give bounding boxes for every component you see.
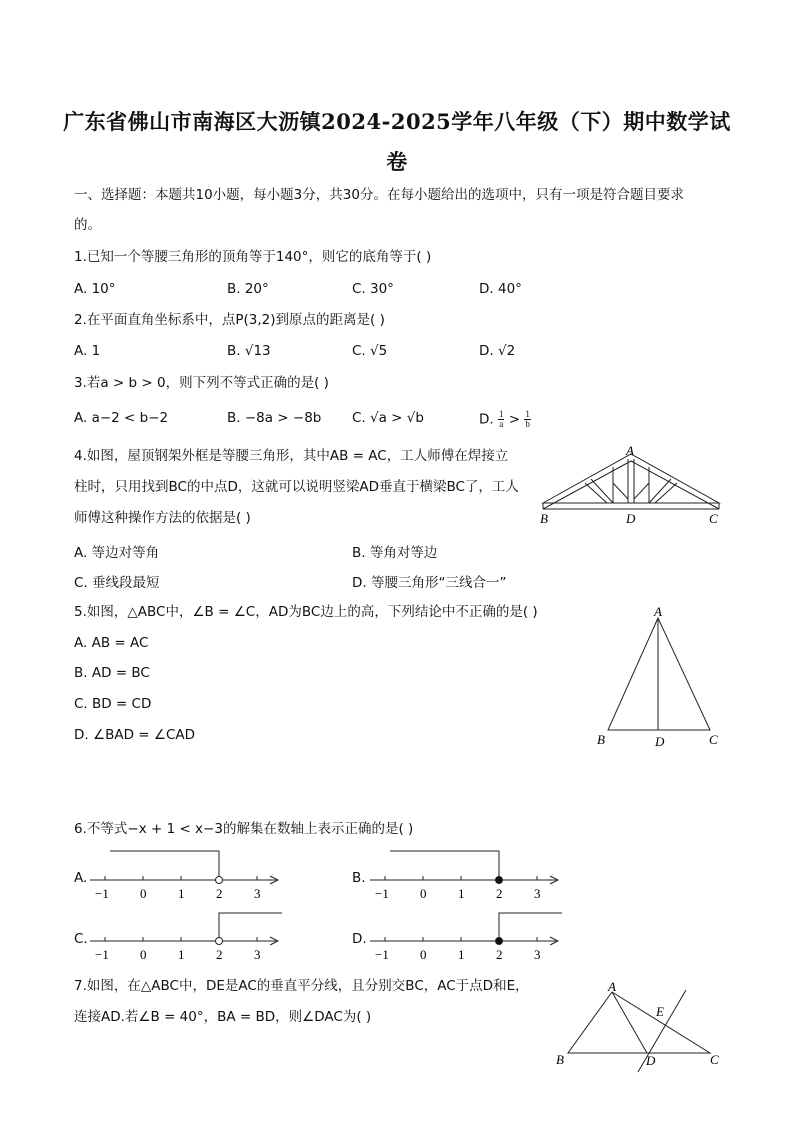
- truss-label-b: B: [540, 511, 548, 526]
- svg-text:0: 0: [140, 886, 147, 901]
- question-4-stem-line1: 4.如图，屋顶钢架外框是等腰三角形，其中AB = AC，工人师傅在焊接立: [74, 448, 509, 464]
- figure7-label-b: B: [556, 1052, 564, 1067]
- truss-label-a: A: [626, 443, 634, 458]
- svg-text:3: 3: [534, 886, 541, 901]
- question-5-option-d: D. ∠BAD = ∠CAD: [74, 727, 196, 743]
- triangle-label-b: B: [597, 732, 605, 747]
- triangle-label-a: A: [654, 604, 662, 619]
- figure7-label-c: C: [710, 1052, 719, 1067]
- question-2-option-d: D. √2: [479, 343, 516, 359]
- question-3-option-b: B. −8a > −8b: [227, 410, 322, 426]
- question-5-stem: 5.如图，△ABC中，∠B = ∠C，AD为BC边上的高，下列结论中不正确的是( ): [74, 604, 538, 620]
- number-line-b: [366, 846, 566, 904]
- question-5-option-c: C. BD = CD: [74, 696, 152, 712]
- svg-text:0: 0: [420, 886, 427, 901]
- figure7-label-e: E: [656, 1004, 664, 1019]
- svg-text:3: 3: [534, 947, 541, 962]
- truss-label-c: C: [709, 511, 718, 526]
- question-3-stem: 3.若a > b > 0，则下列不等式正确的是( ): [74, 375, 329, 391]
- number-line-c: [86, 907, 286, 965]
- figure7-label-d: D: [646, 1053, 656, 1068]
- question-6-stem: 6.不等式−x + 1 < x−3的解集在数轴上表示正确的是( ): [74, 821, 414, 837]
- roof-truss-figure: [535, 443, 725, 531]
- svg-text:3: 3: [254, 886, 261, 901]
- number-line-d: [366, 907, 566, 965]
- perpendicular-bisector-figure: [550, 978, 730, 1076]
- truss-label-d: D: [626, 511, 636, 526]
- svg-text:2: 2: [496, 947, 503, 962]
- question-4-option-a: A. 等边对等角: [74, 545, 160, 561]
- question-6-option-d: D.: [352, 931, 367, 947]
- question-2-option-a: A. 1: [74, 343, 101, 359]
- question-2-option-c: C. √5: [352, 343, 388, 359]
- triangle-label-c: C: [709, 732, 718, 747]
- roof-truss-inner-frame: [543, 461, 719, 509]
- question-7-stem-line1: 7.如图，在△ABC中，DE是AC的垂直平分线，且分别交BC，AC于点D和E，: [74, 978, 529, 994]
- svg-text:−1: −1: [375, 886, 389, 901]
- question-6-option-a: A.: [74, 870, 88, 886]
- question-1-option-d: D. 40°: [479, 281, 522, 297]
- question-3-option-d: D. $\frac{1}{a}$ > $\frac{1}{b}$: [479, 409, 530, 429]
- svg-text:−1: −1: [375, 947, 389, 962]
- triangle-abc-figure: [590, 602, 730, 752]
- svg-text:2: 2: [216, 947, 223, 962]
- question-4-stem-line3: 师傅这种操作方法的依据是( ): [74, 510, 251, 526]
- question-1-option-a: A. 10°: [74, 281, 116, 297]
- question-2-stem: 2.在平面直角坐标系中，点P(3,2)到原点的距离是( ): [74, 312, 385, 328]
- page-title-line2: 卷: [386, 149, 408, 174]
- svg-text:0: 0: [420, 947, 427, 962]
- question-7-stem-line2: 连接AD.若∠B = 40°，BA = BD，则∠DAC为( ): [74, 1009, 372, 1025]
- question-1-option-c: C. 30°: [352, 281, 394, 297]
- page-title-line1: 广东省佛山市南海区大沥镇2024-2025学年八年级（下）期中数学试: [63, 109, 731, 134]
- section-heading-line1: 一、选择题：本题共10小题，每小题3分，共30分。在每小题给出的选项中，只有一项是符合题目要求: [74, 187, 684, 203]
- question-6-option-b: B.: [352, 870, 366, 886]
- svg-text:1: 1: [458, 886, 465, 901]
- question-5-option-b: B. AD = BC: [74, 665, 150, 681]
- question-3-option-d-label: D.: [479, 411, 494, 428]
- question-4-option-b: B. 等角对等边: [352, 545, 438, 561]
- triangle-label-d: D: [655, 734, 665, 749]
- fraction-one-over-a: $\frac{1}{a}$: [498, 409, 504, 429]
- question-6-option-c: C.: [74, 931, 88, 947]
- svg-text:−1: −1: [95, 947, 109, 962]
- question-5-option-a: A. AB = AC: [74, 635, 149, 651]
- svg-text:2: 2: [216, 886, 223, 901]
- question-4-option-d: D. 等腰三角形“三线合一”: [352, 575, 507, 591]
- question-3-option-a: A. a−2 < b−2: [74, 410, 169, 426]
- fraction-one-over-b: $\frac{1}{b}$: [525, 409, 530, 429]
- section-heading-line2: 的。: [74, 217, 101, 233]
- figure7-label-a: A: [608, 979, 616, 994]
- question-3-option-c: C. √a > √b: [352, 410, 424, 426]
- svg-text:−1: −1: [95, 886, 109, 901]
- svg-text:3: 3: [254, 947, 261, 962]
- question-4-stem-line2: 柱时，只用找到BC的中点D，这就可以说明竖梁AD垂直于横梁BC了，工人: [74, 479, 519, 495]
- question-4-option-c: C. 垂线段最短: [74, 575, 160, 591]
- svg-text:1: 1: [178, 886, 185, 901]
- svg-text:0: 0: [140, 947, 147, 962]
- question-1-stem: 1.已知一个等腰三角形的顶角等于140°，则它的底角等于( ): [74, 249, 432, 265]
- number-line-a: [86, 846, 286, 904]
- question-2-option-b: B. √13: [227, 343, 271, 359]
- svg-text:2: 2: [496, 886, 503, 901]
- question-1-option-b: B. 20°: [227, 281, 269, 297]
- svg-text:1: 1: [178, 947, 185, 962]
- svg-text:1: 1: [458, 947, 465, 962]
